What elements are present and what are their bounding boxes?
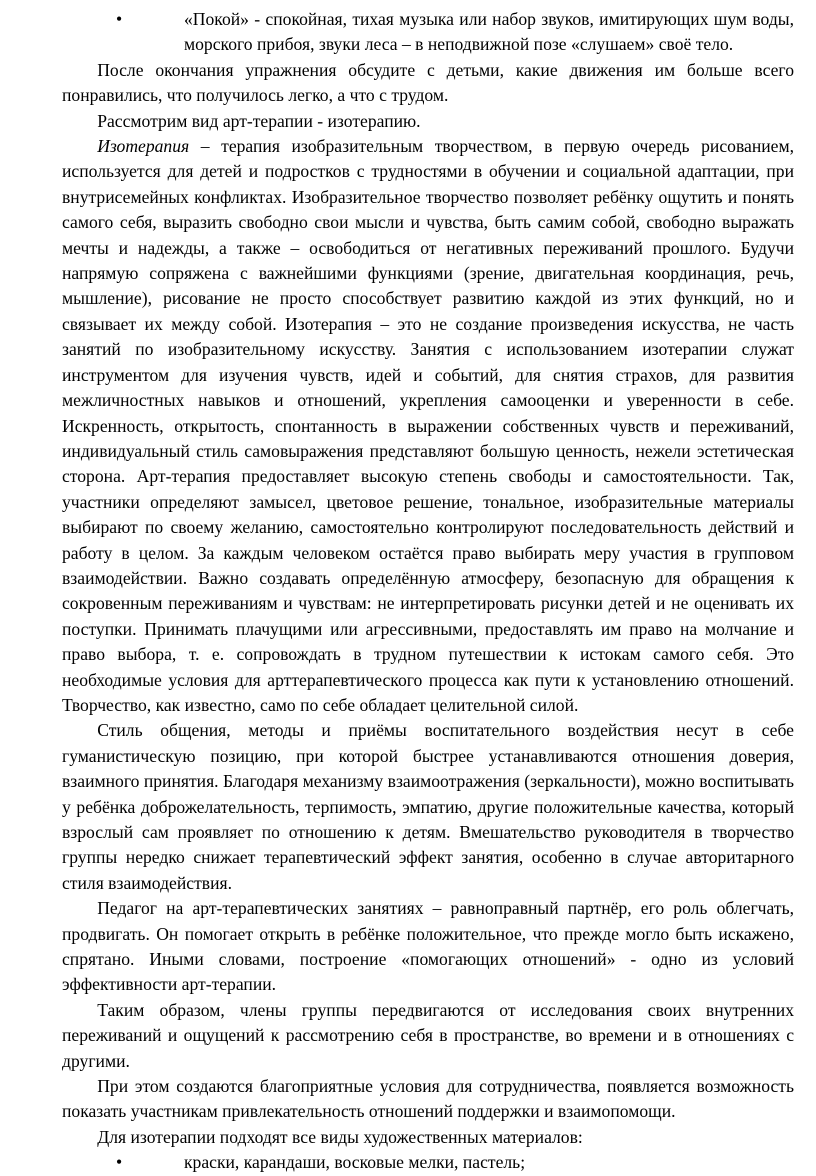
list-item xyxy=(116,7,794,58)
paragraph-text: – терапия изобразительным творчеством, в первую очередь рисованием, используется для детей и подростков с трудностями в обучении и социальной адаптации, при внутрисемейных конфликтах. Изобразительное творчество позволяет ребёнку ощутить и понять самого себя, выразить свободно свои мысли и чувства, быть самим собой, свободно выражать мечты и надежды, а также – освободиться от негативных переживаний прошлого. Будучи напрямую сопряжена с важнейшими функциями (зрение, двигательная координация, речь, мышление), рисование не просто способствует развитию каждой из этих функций, но и связывает их между собой. Изотерапия – это не создание произведения искусства, не часть занятий по изобразительному искусству. Занятия с использованием изотерапии служат инструментом для изучения чувств, идей и событий, для снятия страхов, для развития межличностных навыков и отношений, укрепления самооценки и уверенности в себе. Искренность, открытость, спонтанность в выражении собственных чувств и переживаний, индивидуальный стиль самовыражения представляют большую ценность, нежели эстетическая сторона. Арт-терапия предоставляет высокую степень свободы и самостоятельности. Так, участники определяют замысел, цветовое решение, тональное, изобразительные материалы выбирают по своему желанию, самостоятельно контролируют последовательность действий и работу в целом. За каждым человеком остаётся право выбирать меру участия в групповом взаимодействии. Важно создавать определённую атмосферу, безопасную для обращения к сокровенным переживаниям и чувствам: не интерпретировать рисунки детей и не оценивать их поступки. Принимать плачущими или агрессивными, предоставлять им право на молчание и право выбора, т. е. сопровождать в трудном путешествии к истокам самого себя. Это необходимые условия для арттерапевтического процесса как пути к установлению отношений. Творчество, как известно, само по себе обладает целительной силой. xyxy=(62,136,794,715)
list-item-text: краски, карандаши, восковые мелки, пастель; xyxy=(184,1152,526,1173)
list-item-text: «Покой» - спокойная, тихая музыка или набор звуков, имитирующих шум воды, морского прибоя, звуки леса – в неподвижной позе «слушаем» своё тело. xyxy=(184,9,794,55)
paragraph: После окончания упражнения обсудите с детьми, какие движения им больше всего понравились, что получилось легко, а что с трудом. xyxy=(62,59,794,106)
paragraph: Педагог на арт-терапевтических занятиях – равноправный партнёр, его роль облегчать, продвигать. Он помогает открыть в ребёнке положительное, что прежде могло быть искажено, спрятано. Иными словами, построение «помогающих отношений» - одно из условий эффективности арт-терапии. xyxy=(62,898,794,995)
list-item xyxy=(116,1150,794,1175)
term: Изотерапия xyxy=(97,136,190,157)
bullet-icon: • xyxy=(116,9,123,29)
paragraph: При этом создаются благоприятные условия для сотрудничества, появляется возможность показать участникам привлекательность отношений поддержки и взаимопомощи. xyxy=(62,1076,794,1122)
bullet-icon: • xyxy=(116,1152,123,1173)
paragraph xyxy=(62,134,794,718)
paragraph: Стиль общения, методы и приёмы воспитательного воздействия несут в себе гуманистическую позицию, при которой быстрее устанавливаются отношения доверия, взаимного принятия. Благодаря механизму взаимоотражения (зеркальности), можно воспитывать у ребёнка доброжелательность, терпимость, эмпатию, другие положительные качества, который взрослый сам проявляет по отношению к детям. Вмешательство руководителя в творчество группы нередко снижает терапевтический эффект занятия, особенно в случае авторитарного стиля взаимодействия. xyxy=(62,720,794,893)
paragraph: Для изотерапии подходят все виды художественных материалов: xyxy=(97,1126,583,1147)
paragraph: Рассмотрим вид арт-терапии - изотерапию. xyxy=(97,110,421,131)
paragraph: Таким образом, члены группы передвигаются от исследования своих внутренних переживаний и ощущений к рассмотрению себя в пространстве, во времени и в отношениях с другими. xyxy=(62,999,794,1071)
